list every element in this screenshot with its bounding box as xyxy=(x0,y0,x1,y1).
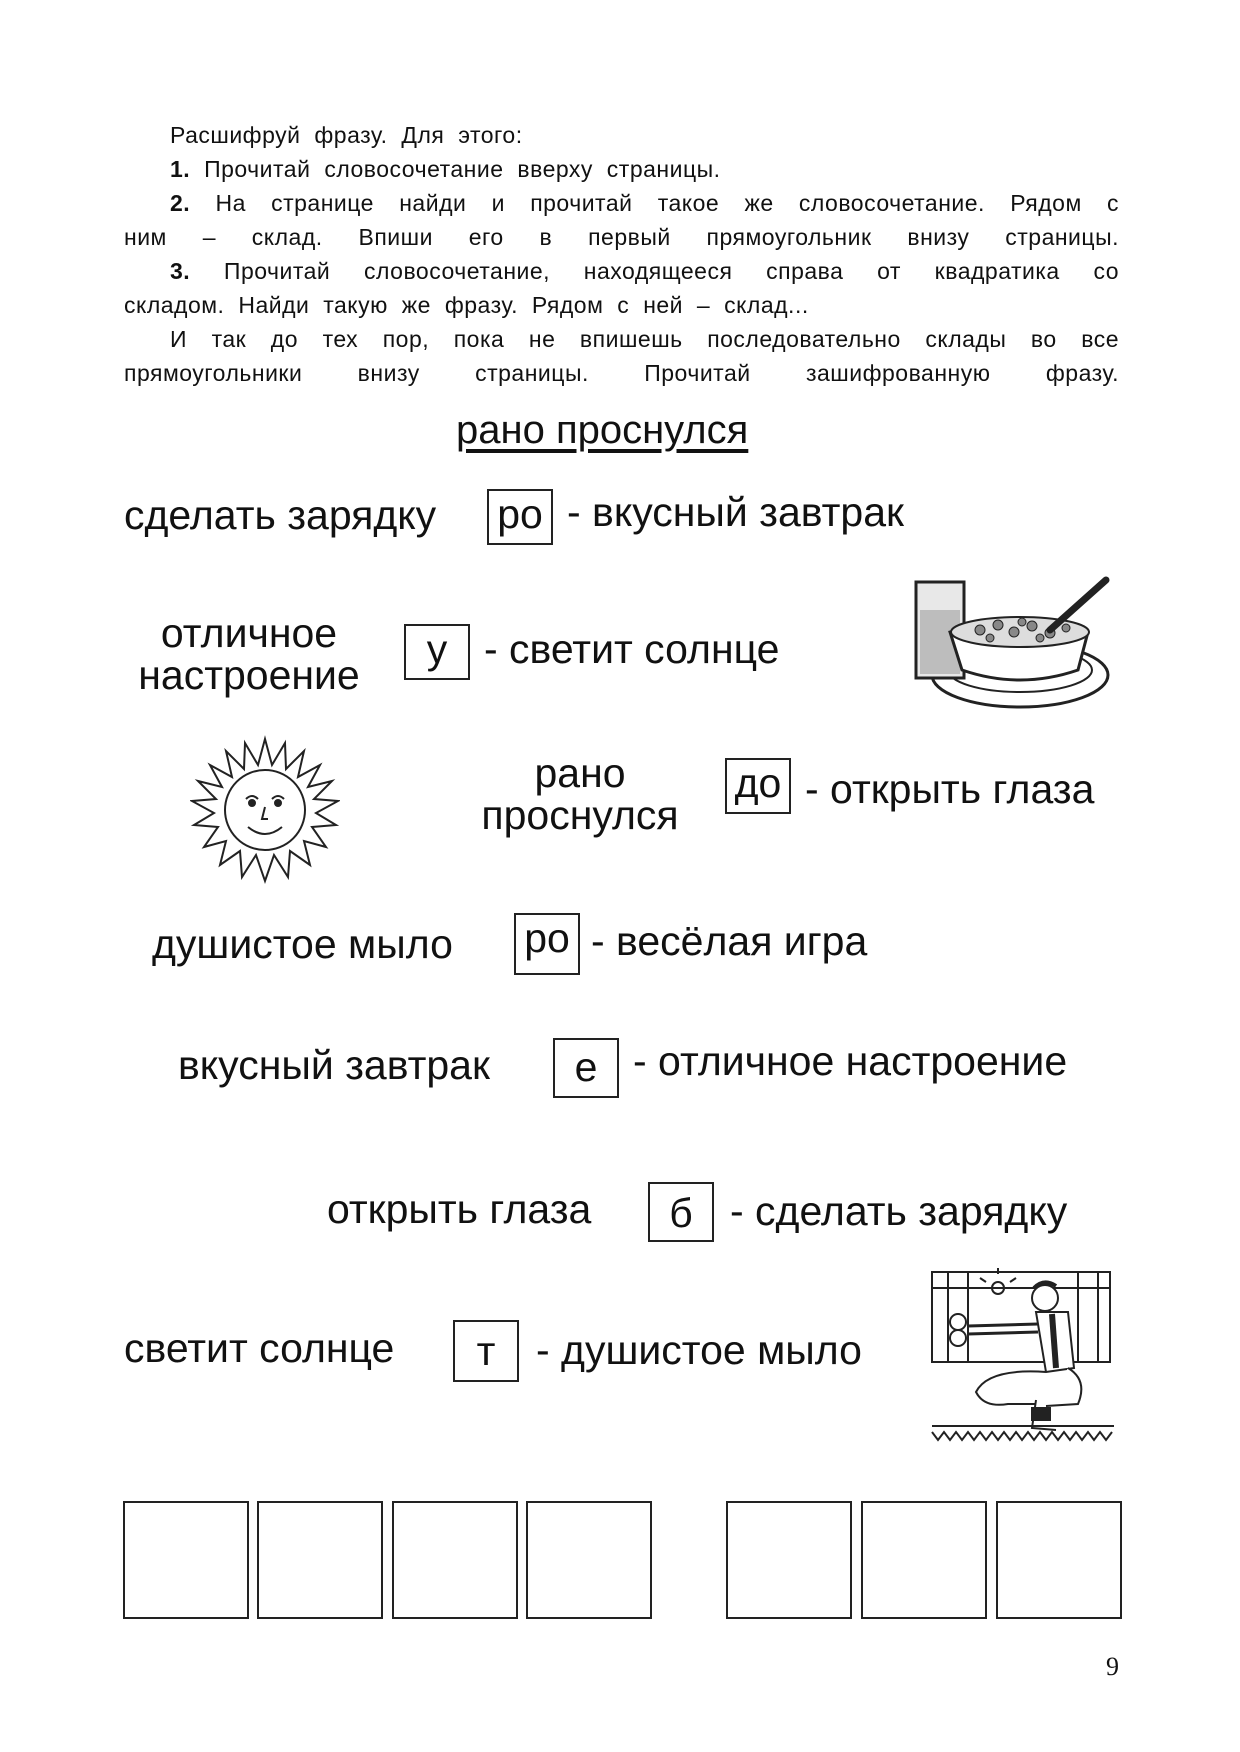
row-7-right-phrase: - душистое мыло xyxy=(536,1327,862,1373)
row-5-left-phrase: вкусный завтрак xyxy=(178,1042,490,1088)
answer-box-1[interactable] xyxy=(123,1501,249,1619)
exercise-icon xyxy=(928,1268,1118,1450)
instruction-step-1: 1. Прочитай словосочетание вверху страницы. xyxy=(170,156,721,182)
row-5-right-phrase: - отличное настроение xyxy=(633,1038,1068,1084)
row-3-left-phrase: рано проснулся xyxy=(481,750,679,838)
row-7-syllable-box: т xyxy=(453,1320,519,1382)
instruction-step-3-line-1: 3. Прочитай словосочетание, находящееся справа от квадратика со xyxy=(170,258,1120,284)
row-1-syllable-box: ро xyxy=(487,489,553,545)
answer-box-6[interactable] xyxy=(861,1501,987,1619)
answer-box-2[interactable] xyxy=(257,1501,383,1619)
instruction-final-line-1: И так до тех пор, пока не впишешь последовательно склады во все xyxy=(170,326,1119,352)
answer-box-7[interactable] xyxy=(996,1501,1122,1619)
row-5-syllable-box: е xyxy=(553,1038,619,1098)
answer-box-3[interactable] xyxy=(392,1501,518,1619)
instruction-step-3-line-2: складом. Найди такую же фразу. Рядом с ней – склад... xyxy=(124,292,809,318)
instruction-intro: Расшифруй фразу. Для этого: xyxy=(170,122,523,148)
sun-icon xyxy=(190,735,340,885)
breakfast-icon xyxy=(910,570,1110,715)
row-1-left-phrase: сделать зарядку xyxy=(124,492,437,538)
row-2-right-phrase: - светит солнце xyxy=(484,626,780,672)
page-number: 9 xyxy=(1106,1652,1119,1681)
row-4-right-phrase: - весёлая игра xyxy=(591,918,868,964)
instruction-step-2-line-1: 2. На странице найди и прочитай такое же словосочетание. Рядом с xyxy=(170,190,1120,216)
row-1-right-phrase: - вкусный завтрак xyxy=(567,489,904,535)
row-2-left-phrase: отличное настроение xyxy=(138,610,360,698)
instruction-final-line-2: прямоугольники внизу страницы. Прочитай зашифрованную фразу. xyxy=(124,360,1119,386)
page-title: рано проснулся xyxy=(456,408,749,452)
row-3-right-phrase: - открыть глаза xyxy=(805,766,1095,812)
answer-box-5[interactable] xyxy=(726,1501,852,1619)
row-6-left-phrase: открыть глаза xyxy=(327,1186,592,1232)
row-3-syllable-box: до xyxy=(725,758,791,814)
answer-box-4[interactable] xyxy=(526,1501,652,1619)
row-6-right-phrase: - сделать зарядку xyxy=(730,1188,1068,1234)
row-7-left-phrase: светит солнце xyxy=(124,1325,395,1371)
instruction-step-2-line-2: ним – склад. Впиши его в первый прямоугольник внизу страницы. xyxy=(124,224,1119,250)
row-6-syllable-box: б xyxy=(648,1182,714,1242)
row-4-syllable-box: ро xyxy=(514,913,580,975)
row-2-syllable-box: у xyxy=(404,624,470,680)
row-4-left-phrase: душистое мыло xyxy=(152,921,453,967)
